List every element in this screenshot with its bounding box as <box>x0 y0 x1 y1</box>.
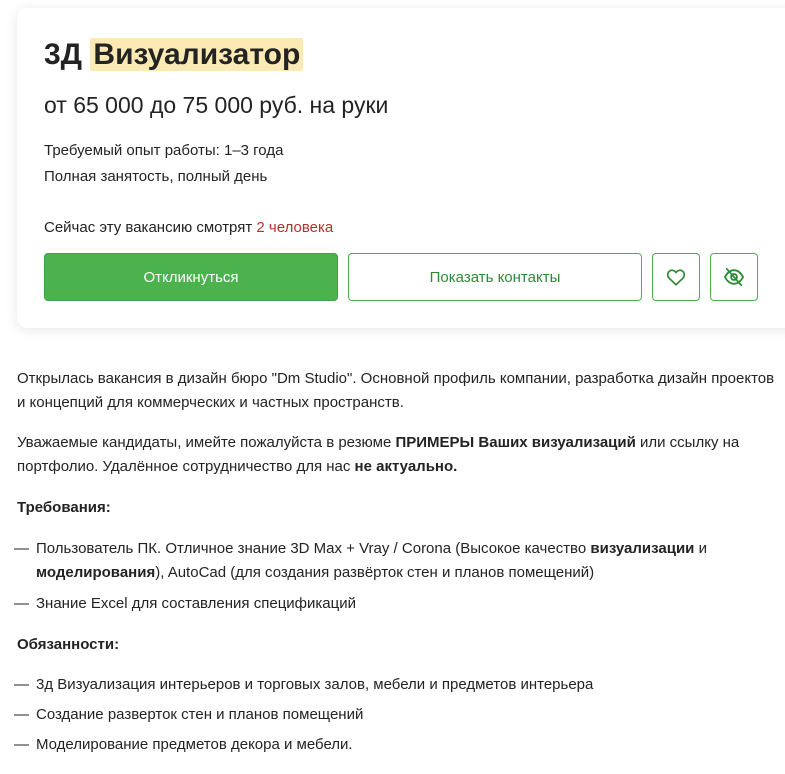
title-highlight: Визуализатор <box>90 38 303 71</box>
respond-button[interactable]: Откликнуться <box>44 253 338 301</box>
duty-3: Моделирование предметов декора и мебели. <box>36 736 353 753</box>
viewers-info <box>44 218 333 238</box>
req1-bold-visualization: визуализации <box>590 540 695 557</box>
requirements-heading: Требования: <box>17 499 111 516</box>
p2-bold-examples: ПРИМЕРЫ Ваших визуализаций <box>395 434 636 451</box>
description-paragraph-1: Открылась вакансия в дизайн бюро "Dm Studio". Основной профиль компании, разработка дизайн проектов и концепций для коммерческих и частных пространств. <box>17 370 775 411</box>
favorite-button[interactable] <box>652 253 700 301</box>
duties-heading: Обязанности: <box>17 636 120 653</box>
list-item <box>14 703 774 727</box>
list-item <box>14 537 774 585</box>
p2-text-c: или ссылку на портфолио. Удалённое сотрудничество для нас <box>17 434 740 475</box>
list-dash: — <box>14 595 29 612</box>
list-dash: — <box>14 706 29 723</box>
salary: от 65 000 до 75 000 руб. на руки <box>44 92 389 118</box>
list-dash: — <box>14 540 29 557</box>
duty-1: 3д Визуализация интерьеров и торговых залов, мебели и предметов интерьера <box>36 676 594 693</box>
show-contacts-button[interactable]: Показать контакты <box>348 253 642 301</box>
req1-text-e: ), AutoCad (для создания развёрток стен и планов помещений) <box>155 564 595 581</box>
vacancy-title <box>44 36 303 74</box>
p2-text-a: Уважаемые кандидаты, имейте пожалуйста в резюме <box>17 434 396 451</box>
duty-2: Создание разверток стен и планов помещений <box>36 706 364 723</box>
p2-bold-not-actual: не актуально. <box>354 458 458 475</box>
description-paragraph-2 <box>17 431 777 479</box>
requirement-2: Знание Excel для составления спецификаций <box>36 595 356 612</box>
employment: Полная занятость, полный день <box>44 168 268 185</box>
title-prefix: 3Д <box>44 38 83 71</box>
list-item <box>14 592 774 616</box>
viewers-prefix: Сейчас эту вакансию смотрят <box>44 219 253 236</box>
req1-bold-modeling: моделирования <box>36 564 156 581</box>
viewers-count: 2 человека <box>256 219 334 236</box>
list-item <box>14 733 774 757</box>
requirement-1 <box>36 537 774 585</box>
experience: Требуемый опыт работы: 1–3 года <box>44 142 284 159</box>
list-dash: — <box>14 676 29 693</box>
list-dash: — <box>14 736 29 753</box>
hide-vacancy-button[interactable] <box>710 253 758 301</box>
list-item <box>14 673 774 697</box>
eye-slash-icon <box>723 267 745 287</box>
req1-text-c: и <box>694 540 707 557</box>
heart-icon <box>666 268 686 286</box>
req1-text-a: Пользователь ПК. Отличное знание 3D Max + Vray / Corona (Высокое качество <box>36 540 591 557</box>
